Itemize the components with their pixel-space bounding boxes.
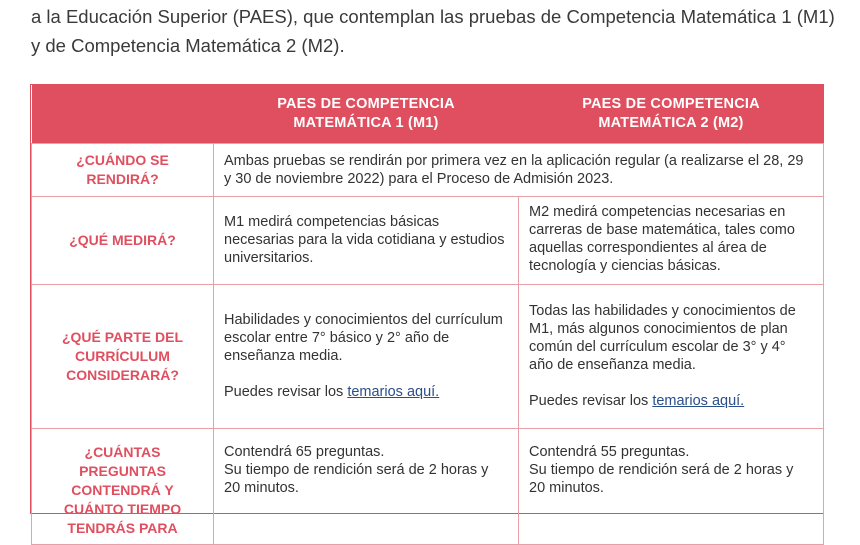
- table-header-row: [32, 85, 824, 143]
- temarios-m2-link[interactable]: temarios aquí.: [652, 393, 745, 409]
- count-m2-line-2: Su tiempo de rendición será de 2 horas y 20 minutos.: [529, 461, 794, 496]
- intro-line-2: y de Competencia Matemática 2 (M2).: [31, 35, 345, 56]
- table-row: [32, 428, 824, 544]
- intro-paragraph: [31, 2, 841, 60]
- row-question-curriculum: ¿QUÉ PARTE DEL CURRÍCULUM CONSIDERARÁ?: [32, 284, 214, 428]
- header-m1-line-1: PAES DE COMPETENCIA: [277, 95, 455, 112]
- row-question-count-time: ¿CUÁNTAS PREGUNTAS CONTENDRÁ Y CUÁNTO TIEMPO TENDRÁS PARA: [32, 428, 214, 544]
- row-answer-what-m1: M1 medirá competencias básicas necesarias para la vida cotidiana y estudios universitarios.: [214, 196, 519, 284]
- curriculum-m2-text: Todas las habilidades y conocimientos de M1, más algunos conocimientos de plan común del currículum escolar de 3° y 4° año de enseñanza media.: [529, 303, 796, 373]
- count-m1-line-1: Contendrá 65 preguntas.: [224, 443, 385, 460]
- paes-comparison-table: [30, 84, 824, 536]
- curriculum-m2-link-line: [529, 392, 813, 410]
- row-question-what: ¿QUÉ MEDIRÁ?: [32, 196, 214, 284]
- count-m1-line-2: Su tiempo de rendición será de 2 horas y 20 minutos.: [224, 461, 489, 496]
- table-row: [32, 143, 824, 196]
- intro-line-1: a la Educación Superior (PAES), que contemplan las pruebas de Competencia Matemática 1 (M1): [31, 6, 835, 27]
- row-answer-curriculum-m1: [214, 284, 519, 428]
- row-question-when: ¿CUÁNDO SE RENDIRÁ?: [32, 143, 214, 196]
- header-m2-line-1: PAES DE COMPETENCIA: [582, 95, 760, 112]
- row-answer-curriculum-m2: [519, 284, 824, 428]
- curriculum-m2-link-prefix: Puedes revisar los: [529, 393, 653, 409]
- curriculum-m1-link-prefix: Puedes revisar los: [224, 384, 348, 400]
- count-m2-line-1: Contendrá 55 preguntas.: [529, 443, 690, 460]
- row-answer-what-m2: M2 medirá competencias necesarias en carreras de base matemática, tales como aquellas correspondientes al área de tecnología y ciencias básicas.: [519, 196, 824, 284]
- table-row: [32, 196, 824, 284]
- row-answer-when: Ambas pruebas se rendirán por primera vez en la aplicación regular (a realizarse el 28, 29 y 30 de noviembre 2022) para el Proceso de Admisión 2023.: [214, 143, 824, 196]
- header-blank-cell: [32, 85, 214, 143]
- row-answer-count-time-m1: [214, 428, 519, 544]
- header-m2: [519, 85, 824, 143]
- curriculum-m1-text: Habilidades y conocimientos del currículum escolar entre 7° básico y 2° año de enseñanza media.: [224, 312, 503, 364]
- header-m1-line-2: MATEMÁTICA 1 (M1): [293, 114, 439, 131]
- header-m2-line-2: MATEMÁTICA 2 (M2): [598, 114, 744, 131]
- curriculum-m1-link-line: [224, 383, 508, 401]
- header-m1: [214, 85, 519, 143]
- table-row: [32, 284, 824, 428]
- row-answer-count-time-m2: [519, 428, 824, 544]
- temarios-m1-link[interactable]: temarios aquí.: [347, 384, 440, 400]
